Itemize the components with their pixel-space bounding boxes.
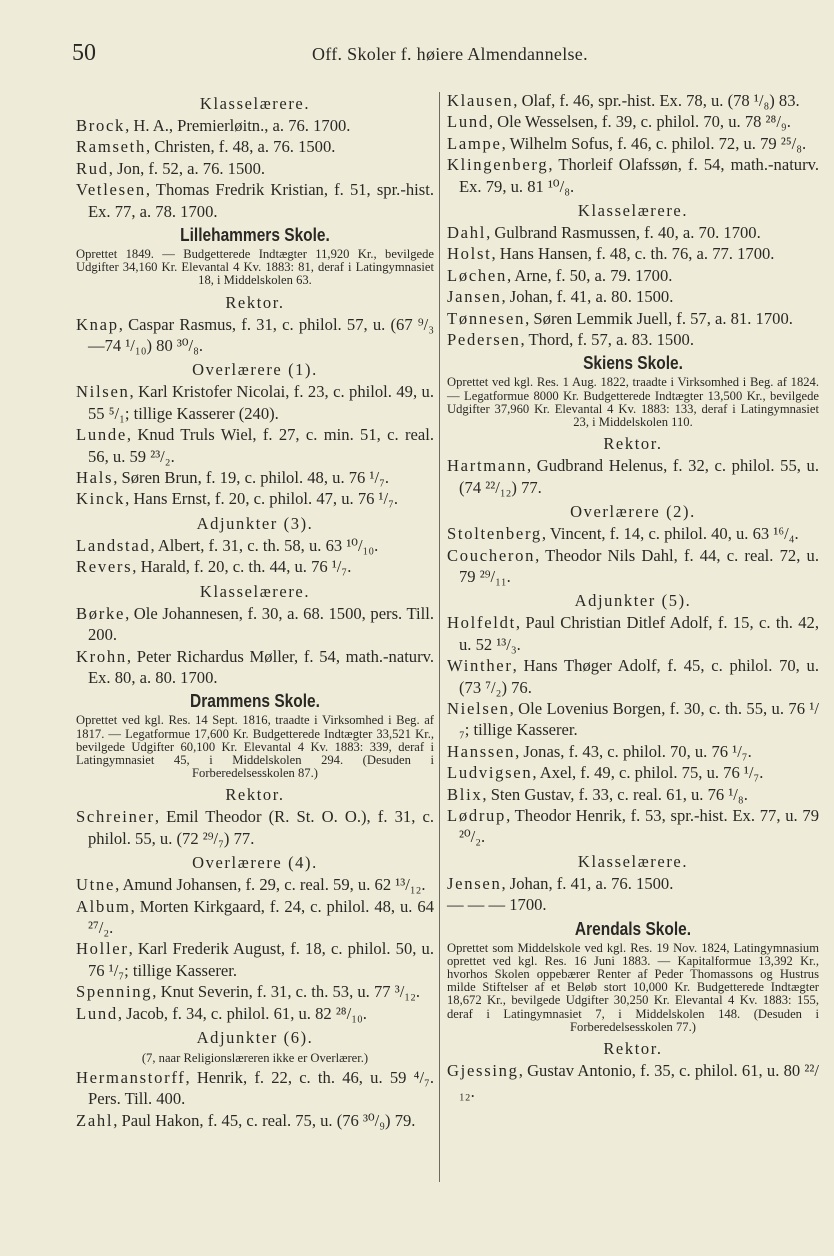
- right-column: [447, 90, 819, 1103]
- staff-surname: Løchen: [447, 265, 507, 285]
- staff-entry: [447, 90, 819, 111]
- school-title: Drammens Skole.: [190, 691, 320, 712]
- staff-entry: [76, 981, 434, 1002]
- staff-entry: [76, 896, 434, 939]
- section-heading: Overlærere (1).: [192, 360, 318, 380]
- staff-details: , Paul Christian Ditlef Adolf, f. 15, c. th. 42, u. 52 ¹³/₃.: [459, 613, 819, 654]
- staff-entry: [76, 136, 434, 157]
- staff-surname: Klingenberg: [447, 155, 549, 175]
- running-title: Off. Skoler f. høiere Almendannelse.: [312, 44, 588, 64]
- staff-entry: [447, 523, 819, 544]
- sub-note: (7, naar Religionslæreren ikke er Overlærer.): [141, 1051, 369, 1065]
- staff-surname: Winther: [447, 656, 513, 676]
- page-header: [72, 40, 820, 70]
- staff-surname: Gjessing: [447, 1061, 519, 1081]
- staff-surname: Ramseth: [76, 137, 146, 157]
- staff-details: , Søren Lemmik Juell, f. 57, a. 81. 1700.: [525, 308, 793, 328]
- staff-entry: [447, 805, 819, 848]
- staff-surname: Kinck: [76, 489, 126, 509]
- staff-surname: Utne: [76, 875, 116, 895]
- section-heading: Adjunkter (3).: [196, 513, 314, 533]
- staff-surname: Jansen: [447, 287, 502, 307]
- staff-entry: [76, 115, 434, 136]
- staff-details: , Jonas, f. 43, c. philol. 70, u. 76 ¹/₇.: [515, 741, 752, 761]
- staff-details: , Ole Wesselsen, f. 39, c. philol. 70, u. 78 ²⁸/₉.: [488, 112, 791, 132]
- staff-details: , Søren Brun, f. 19, c. philol. 48, u. 76 ¹/₇.: [113, 468, 390, 488]
- section-heading: Overlærere (2).: [570, 502, 696, 522]
- staff-entry: [447, 1060, 819, 1103]
- staff-entry: [76, 874, 434, 895]
- staff-details: , Johan, f. 41, a. 76. 1500.: [501, 873, 674, 893]
- staff-details: , Gulbrand Rasmussen, f. 40, a. 70. 1700.: [486, 223, 761, 243]
- staff-surname: Zahl: [76, 1110, 114, 1130]
- staff-surname: Nilsen: [76, 382, 130, 402]
- staff-entry: [447, 265, 819, 286]
- staff-details: , H. A., Premierløitn., a. 76. 1700.: [125, 116, 351, 135]
- section-heading: Overlærere (4).: [192, 853, 318, 873]
- staff-surname: Brock: [76, 116, 126, 135]
- staff-surname: Album: [76, 896, 131, 916]
- staff-entry: [76, 1003, 434, 1024]
- staff-details: , Axel, f. 49, c. philol. 75, u. 76 ¹/₇.: [532, 763, 764, 783]
- staff-details: , Paul Hakon, f. 45, c. real. 75, u. (76 ³⁰/₉) 79.: [113, 1110, 416, 1130]
- page-number: 50: [72, 40, 96, 66]
- staff-entry: [447, 308, 819, 329]
- staff-details: , Morten Kirkgaard, f. 24, c. philol. 48, u. 64 ²⁷/₂.: [88, 896, 434, 937]
- staff-details: , Sten Gustav, f. 33, c. real. 61, u. 76 ¹/₈.: [482, 784, 748, 804]
- staff-details: , Peter Richardus Møller, f. 54, math.-naturv. Ex. 80, a. 80. 1700.: [88, 646, 434, 687]
- section-heading: Klasselærere.: [577, 851, 689, 871]
- school-note: Oprettet som Middelskole ved kgl. Res. 19 Nov. 1824, Latingymnasium oprettet ved kgl. Res. 16 Juni 1883. — Kapitalformue 13,392 Kr., hvorhos Skolen oppebærer Renter af Peder Thomassons og Hustrus milde Stiftelser af et Beløb stort 10,000 Kr. Budgetterede Indtægter 18,672 Kr., bevilgede Udgifter 30,250 Kr. Elevantal 4 Kv. 1883: 155, deraf i Latingymnasiet 7, i Middelskolen 148. (Desuden i Forberedelsesskolen 77.): [447, 940, 819, 1034]
- staff-surname: Landstad: [76, 535, 151, 555]
- staff-details: , Hans Hansen, f. 48, c. th. 76, a. 77. 1700.: [491, 244, 775, 264]
- staff-surname: Lampe: [447, 133, 502, 153]
- staff-details: , Karl Kristofer Nicolai, f. 23, c. philol. 49, u. 55 ⁵/₁; tillige Kasserer (240).: [88, 382, 434, 423]
- staff-surname: Pedersen: [447, 330, 521, 350]
- staff-surname: Coucheron: [447, 545, 536, 565]
- staff-details: , Gustav Antonio, f. 35, c. philol. 61, u. 80 ²²/₁₂.: [459, 1061, 819, 1102]
- staff-details: , Ole Johannesen, f. 30, a. 68. 1500, pers. Till. 200.: [88, 603, 434, 645]
- section-heading: Rektor.: [225, 785, 285, 805]
- staff-details: , Jacob, f. 34, c. philol. 61, u. 82 ²⁸/₁₀.: [117, 1003, 367, 1023]
- staff-entry: [447, 784, 819, 805]
- staff-surname: Stoltenberg: [447, 524, 542, 544]
- staff-surname: Lødrup: [447, 805, 507, 825]
- staff-details: , Thord, f. 57, a. 83. 1500.: [520, 330, 694, 350]
- staff-surname: Revers: [76, 557, 133, 577]
- staff-entry: [76, 314, 434, 357]
- staff-surname: Knap: [76, 314, 119, 334]
- section-heading: Klasselærere.: [199, 94, 311, 113]
- staff-entry: [447, 894, 819, 915]
- staff-entry: [447, 243, 819, 264]
- staff-entry: [447, 133, 819, 154]
- staff-details: , Theodor Nils Dahl, f. 44, c. real. 72, u. 79 ²⁹/₁₁.: [459, 545, 819, 586]
- school-title: Skiens Skole.: [583, 353, 683, 374]
- staff-surname: Børke: [76, 603, 126, 623]
- staff-details: , Gudbrand Helenus, f. 32, c. philol. 55, u. (74 ²²/₁₂) 77.: [459, 456, 819, 497]
- staff-entry: [76, 646, 434, 689]
- school-note: Oprettet ved kgl. Res. 1 Aug. 1822, traadte i Virksomhed i Beg. af 1824. — Legatformue 8000 Kr. Budgetterede Indtægter 13,500 Kr., bevilgede Udgifter 37,960 Kr. Elevantal 4 Kv. 1883: 133, deraf i Latingymnasiet 23, i Middelskolen 110.: [447, 375, 819, 430]
- column-divider: [439, 92, 440, 1182]
- staff-surname: Vetlesen: [76, 180, 146, 200]
- staff-entry: [447, 111, 819, 132]
- staff-surname: Spenning: [76, 982, 153, 1002]
- staff-entry: [447, 612, 819, 655]
- staff-entry: [76, 381, 434, 424]
- section-heading: Rektor.: [603, 1039, 663, 1059]
- staff-details: , Albert, f. 31, c. th. 58, u. 63 ¹⁰/₁₀.: [150, 535, 379, 555]
- staff-entry: [76, 1110, 434, 1131]
- staff-surname: Blix: [447, 784, 483, 804]
- staff-details: , Wilhelm Sofus, f. 46, c. philol. 72, u. 79 ²⁵/₈.: [501, 133, 807, 153]
- school-title: Lillehammers Skole.: [180, 225, 330, 246]
- staff-entry: [447, 154, 819, 197]
- staff-entry: [76, 603, 434, 646]
- staff-surname: Nielsen: [447, 698, 510, 718]
- staff-surname: Holler: [76, 939, 129, 959]
- section-heading: Adjunkter (5).: [574, 591, 692, 611]
- staff-details: , Vincent, f. 14, c. philol. 40, u. 63 ¹⁶/₄.: [541, 524, 799, 544]
- staff-details: , Arne, f. 50, a. 79. 1700.: [506, 265, 673, 285]
- staff-details: , Johan, f. 41, a. 80. 1500.: [501, 287, 674, 307]
- staff-surname: Holst: [447, 244, 492, 264]
- staff-surname: Rud: [76, 158, 109, 178]
- staff-entry: [447, 762, 819, 783]
- staff-entry: [76, 467, 434, 488]
- staff-surname: Hanssen: [447, 741, 516, 761]
- staff-entry: [76, 424, 434, 467]
- section-heading: Rektor.: [225, 292, 285, 312]
- section-heading: Klasselærere.: [577, 201, 689, 221]
- staff-entry: [447, 741, 819, 762]
- staff-surname: Krohn: [76, 646, 127, 666]
- staff-surname: Klausen: [447, 91, 514, 110]
- staff-details: , Thorleif Olafssøn, f. 54, math.-naturv. Ex. 79, u. 81 ¹⁰/₈.: [459, 155, 819, 196]
- staff-entry: [447, 329, 819, 350]
- staff-details: , Jon, f. 52, a. 76. 1500.: [108, 158, 266, 178]
- staff-surname: Jensen: [447, 873, 502, 893]
- staff-surname: Holfeldt: [447, 613, 516, 633]
- staff-surname: Lund: [76, 1003, 118, 1023]
- staff-details: , Thomas Fredrik Kristian, f. 51, spr.-hist. Ex. 77, a. 78. 1700.: [88, 180, 434, 221]
- staff-surname: Hermanstorff: [76, 1068, 186, 1087]
- staff-entry: [447, 655, 819, 698]
- staff-details: , Karl Frederik August, f. 18, c. philol. 50, u. 76 ¹/₇; tillige Kasserer.: [88, 939, 434, 980]
- staff-entry: [447, 545, 819, 588]
- section-heading: Klasselærere.: [199, 581, 311, 601]
- staff-entry: [76, 488, 434, 509]
- staff-entry: [447, 455, 819, 498]
- staff-details: , Theodor Henrik, f. 53, spr.-hist. Ex. 77, u. 79 ²⁰/₂.: [459, 805, 819, 847]
- staff-details: , Hans Ernst, f. 20, c. philol. 47, u. 76 ¹/₇.: [125, 489, 399, 509]
- school-note: Oprettet 1849. — Budgetterede Indtægter 11,920 Kr., bevilgede Udgifter 34,160 Kr. Elevantal 4 Kv. 1883: 81, deraf i Latingymnasiet 18, i Middelskolen 63.: [76, 247, 434, 288]
- staff-details: , Olaf, f. 46, spr.-hist. Ex. 78, u. (78 ¹/₈) 83.: [513, 91, 800, 110]
- staff-details: , Knut Severin, f. 31, c. th. 53, u. 77 ³/₁₂.: [152, 982, 421, 1002]
- staff-surname: Hartmann: [447, 456, 527, 476]
- section-heading: Rektor.: [603, 434, 663, 454]
- staff-entry: [76, 938, 434, 981]
- section-heading: Adjunkter (6).: [196, 1028, 314, 1047]
- staff-details: , Amund Johansen, f. 29, c. real. 59, u. 62 ¹³/₁₂.: [115, 875, 426, 895]
- staff-details: , Knud Truls Wiel, f. 27, c. min. 51, c. real. 56, u. 59 ²³/₂.: [88, 425, 434, 466]
- left-column: [76, 90, 434, 1131]
- staff-surname: Hals: [76, 468, 114, 488]
- staff-details: , Ole Lovenius Borgen, f. 30, c. th. 55, u. 76 ¹/₇; tillige Kasserer.: [459, 698, 819, 740]
- staff-surname: Lunde: [76, 425, 127, 445]
- staff-details: , Harald, f. 20, c. th. 44, u. 76 ¹/₇.: [132, 557, 352, 577]
- staff-entry: [76, 806, 434, 849]
- staff-surname: Tønnesen: [447, 308, 526, 328]
- staff-entry: [76, 158, 434, 179]
- staff-surname: Dahl: [447, 223, 487, 243]
- staff-details: , Hans Thøger Adolf, f. 45, c. philol. 70, u. (73 ⁷/₂) 76.: [459, 656, 819, 697]
- staff-entry: [447, 873, 819, 894]
- staff-details: — — — 1700.: [447, 895, 547, 915]
- staff-details: , Christen, f. 48, a. 76. 1500.: [145, 137, 336, 157]
- staff-surname: Ludvigsen: [447, 763, 533, 783]
- staff-entry: [76, 535, 434, 556]
- staff-entry: [447, 698, 819, 741]
- staff-details: , Caspar Rasmus, f. 31, c. philol. 57, u. (67 ⁹/₃—74 ¹/₁₀) 80 ³⁰/₈.: [88, 314, 434, 356]
- staff-entry: [447, 286, 819, 307]
- staff-entry: [76, 556, 434, 577]
- staff-entry: [447, 222, 819, 243]
- staff-entry: [76, 179, 434, 222]
- staff-entry: [76, 1067, 434, 1110]
- staff-details: , Henrik, f. 22, c. th. 46, u. 59 ⁴/₇. Pers. Till. 400.: [88, 1068, 434, 1109]
- staff-surname: Lund: [447, 112, 489, 132]
- staff-surname: Schreiner: [76, 807, 155, 827]
- school-note: Oprettet ved kgl. Res. 14 Sept. 1816, traadte i Virksomhed i Beg. af 1817. — Legatformue 17,600 Kr. Budgetterede Indtægter 33,521 Kr., bevilgede Udgifter 60,100 Kr. Elevantal 4 Kv. 1883: 339, deraf i Latingymnasiet 45, i Middelskolen 294. (Desuden i Forberedelsesskolen 87.): [76, 713, 434, 781]
- staff-details: , Emil Theodor (R. St. O. O.), f. 31, c. philol. 55, u. (72 ²⁹/₇) 77.: [88, 807, 434, 848]
- school-title: Arendals Skole.: [574, 918, 692, 939]
